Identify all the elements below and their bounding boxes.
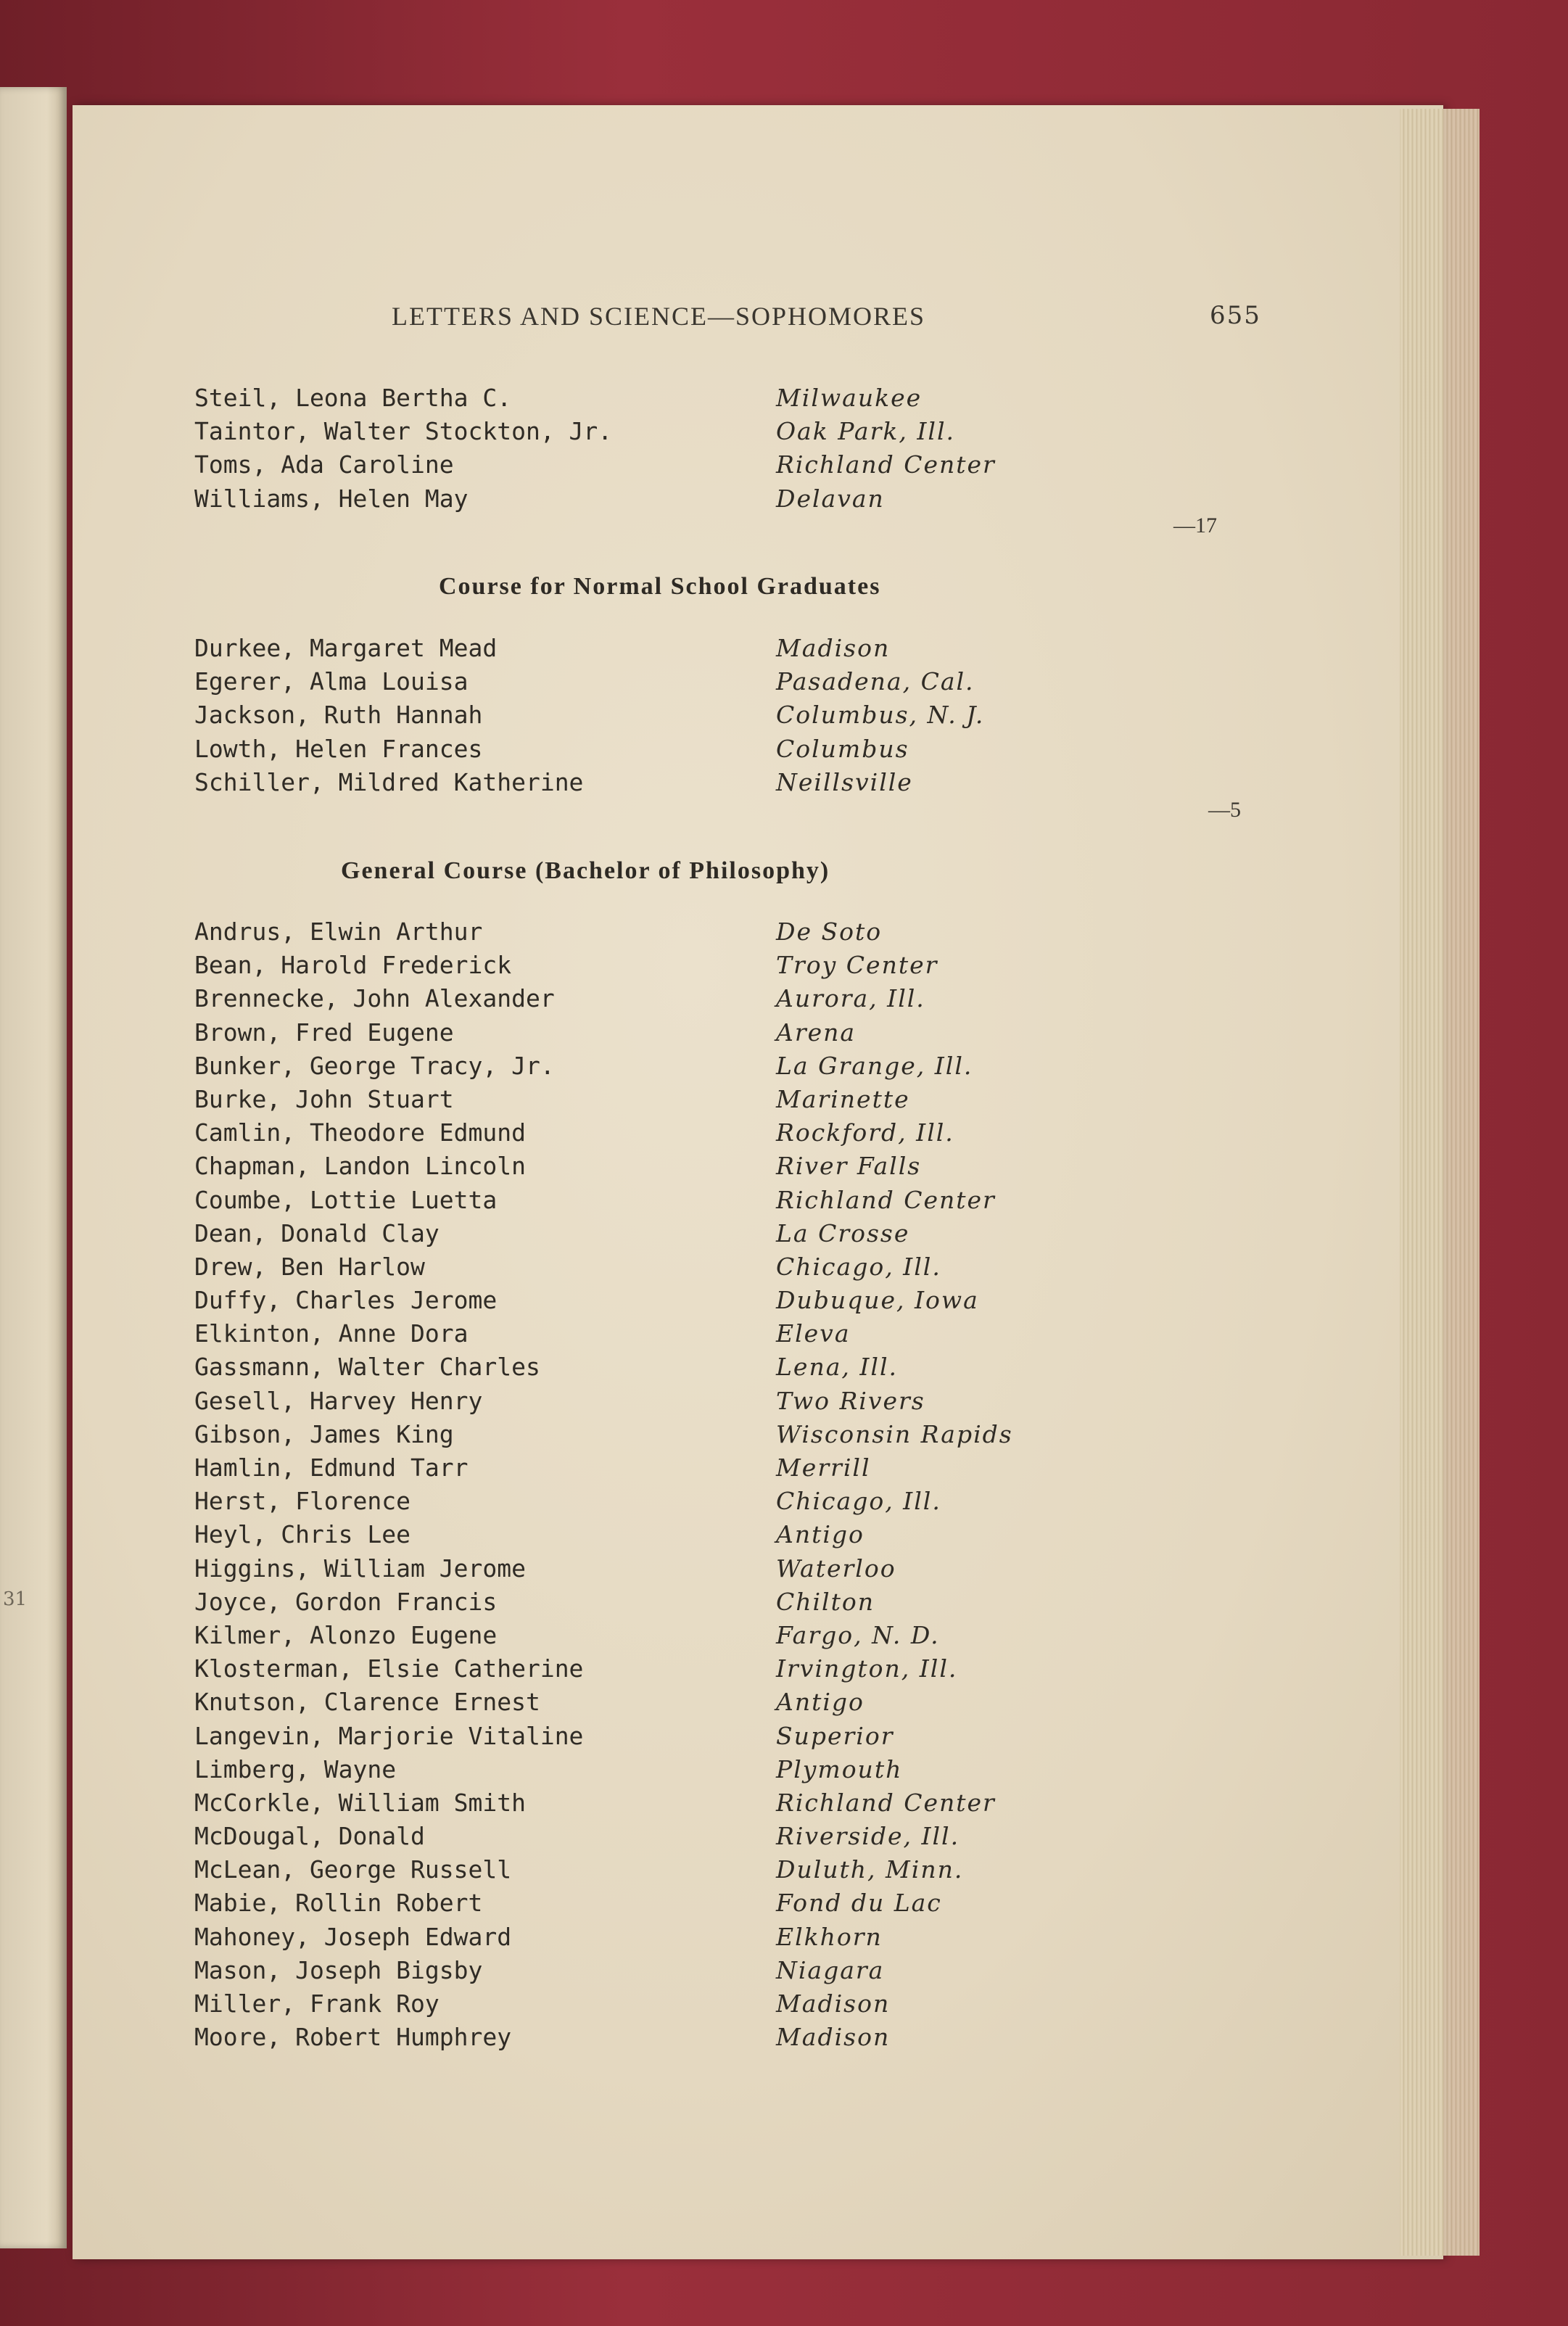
student-name: Bunker, George Tracy, Jr.: [194, 1051, 555, 1080]
student-name: Williams, Helen May: [194, 484, 469, 513]
student-name: Andrus, Elwin Arthur: [194, 917, 483, 946]
list-item: [194, 1485, 1065, 1518]
list-item: [194, 1954, 1065, 1987]
home-town: Two Rivers: [776, 1386, 925, 1415]
student-name: Klosterman, Elsie Catherine: [194, 1654, 584, 1683]
home-town: Chicago, Ill.: [776, 1487, 941, 1516]
home-town: Riverside, Ill.: [776, 1822, 960, 1851]
student-name: Langevin, Marjorie Vitaline: [194, 1721, 584, 1750]
student-name: Dean, Donald Clay: [194, 1218, 440, 1247]
home-town: Superior: [776, 1721, 894, 1750]
list-item: [194, 1418, 1065, 1451]
list-item: [194, 632, 1065, 665]
home-town: Fond du Lac: [776, 1889, 942, 1918]
list-item: [194, 1385, 1065, 1418]
student-name: Miller, Frank Roy: [194, 1989, 440, 2018]
student-name: Moore, Robert Humphrey: [194, 2023, 512, 2052]
list-item: [194, 482, 1065, 516]
student-name: Elkinton, Anne Dora: [194, 1319, 469, 1348]
student-name: Egerer, Alma Louisa: [194, 667, 469, 696]
list-item: [194, 1217, 1065, 1250]
list-item: [194, 1686, 1065, 1719]
home-town: Troy Center: [776, 951, 938, 980]
list-item: [194, 448, 1065, 482]
list-item: [194, 1250, 1065, 1284]
list-item: [194, 766, 1065, 799]
entry-list-general-course: [194, 915, 1065, 2054]
list-item: [194, 1317, 1065, 1350]
home-town: Arena: [776, 1018, 857, 1047]
home-town: Neillsville: [776, 767, 913, 796]
student-name: Kilmer, Alonzo Eugene: [194, 1620, 498, 1649]
list-item: [194, 1451, 1065, 1485]
home-town: Madison: [776, 2023, 891, 2052]
student-name: Duffy, Charles Jerome: [194, 1286, 498, 1315]
home-town: Wisconsin Rapids: [776, 1419, 1013, 1448]
list-item: [194, 1150, 1065, 1183]
list-item: [194, 1116, 1065, 1150]
home-town: Chilton: [776, 1587, 875, 1616]
student-name: Toms, Ada Caroline: [194, 450, 454, 479]
home-town: Richland Center: [776, 1788, 996, 1817]
student-name: Mason, Joseph Bigsby: [194, 1955, 483, 1984]
list-item: [194, 1786, 1065, 1820]
home-town: Merrill: [776, 1453, 871, 1482]
student-name: Drew, Ben Harlow: [194, 1252, 425, 1281]
home-town: Chicago, Ill.: [776, 1252, 941, 1281]
home-town: Pasadena, Cal.: [776, 667, 975, 696]
home-town: Madison: [776, 1989, 891, 2018]
home-town: Irvington, Ill.: [776, 1654, 958, 1683]
list-item: [194, 733, 1065, 766]
facing-page-edge: [0, 87, 67, 2248]
home-town: Delavan: [776, 484, 885, 513]
home-town: La Grange, Ill.: [776, 1051, 973, 1080]
list-item: [194, 915, 1065, 949]
list-item: [194, 2021, 1065, 2054]
student-name: Brown, Fred Eugene: [194, 1018, 454, 1047]
list-item: [194, 665, 1065, 698]
list-item: [194, 1083, 1065, 1116]
student-name: Camlin, Theodore Edmund: [194, 1118, 526, 1147]
student-name: Gesell, Harvey Henry: [194, 1386, 483, 1415]
home-town: Aurora, Ill.: [776, 984, 925, 1013]
home-town: Madison: [776, 634, 891, 662]
student-name: Limberg, Wayne: [194, 1754, 397, 1783]
list-item: [194, 1886, 1065, 1920]
home-town: Richland Center: [776, 1185, 996, 1214]
student-name: Schiller, Mildred Katherine: [194, 767, 584, 796]
list-item: [194, 1921, 1065, 1954]
list-item: [194, 1820, 1065, 1853]
list-item: [194, 1619, 1065, 1652]
student-name: Taintor, Walter Stockton, Jr.: [194, 417, 613, 446]
list-item: [194, 1853, 1065, 1886]
list-item: [194, 1350, 1065, 1384]
list-item: [194, 1585, 1065, 1619]
home-town: Eleva: [776, 1319, 851, 1348]
student-name: Higgins, William Jerome: [194, 1554, 526, 1583]
student-name: Bean, Harold Frederick: [194, 951, 512, 980]
student-name: McLean, George Russell: [194, 1855, 512, 1884]
home-town: Fargo, N. D.: [776, 1620, 940, 1649]
home-town: Niagara: [776, 1955, 885, 1984]
home-town: Duluth, Minn.: [776, 1855, 964, 1884]
student-name: Gibson, James King: [194, 1419, 454, 1448]
student-name: Knutson, Clarence Ernest: [194, 1688, 540, 1717]
home-town: Milwaukee: [776, 384, 923, 412]
home-town: Marinette: [776, 1084, 910, 1113]
section-heading: General Course (Bachelor of Philosophy): [341, 857, 830, 884]
list-item: [194, 1284, 1065, 1317]
list-item: [194, 1652, 1065, 1686]
home-town: River Falls: [776, 1152, 922, 1181]
student-name: Steil, Leona Bertha C.: [194, 384, 512, 412]
home-town: Lena, Ill.: [776, 1353, 898, 1382]
student-name: McDougal, Donald: [194, 1822, 425, 1851]
list-item: [194, 1753, 1065, 1786]
home-town: Columbus: [776, 734, 909, 763]
list-item: [194, 415, 1065, 448]
page-block-edge: [1400, 109, 1480, 2256]
section-heading: Course for Normal School Graduates: [439, 573, 881, 600]
home-town: Rockford, Ill.: [776, 1118, 954, 1147]
student-name: Heyl, Chris Lee: [194, 1520, 411, 1549]
running-head: LETTERS AND SCIENCE—SOPHOMORES: [392, 302, 926, 331]
section-tally: —17: [1173, 514, 1217, 537]
section-tally: —5: [1208, 798, 1241, 822]
home-town: Antigo: [776, 1688, 865, 1717]
student-name: Jackson, Ruth Hannah: [194, 701, 483, 730]
entry-list-sophomores: [194, 382, 1065, 516]
student-name: Coumbe, Lottie Luetta: [194, 1185, 498, 1214]
list-item: [194, 382, 1065, 415]
home-town: Antigo: [776, 1520, 865, 1549]
home-town: La Crosse: [776, 1218, 910, 1247]
entry-list-normal-school: [194, 632, 1065, 799]
home-town: Plymouth: [776, 1754, 903, 1783]
home-town: Elkhorn: [776, 1922, 883, 1951]
list-item: [194, 949, 1065, 982]
list-item: [194, 1518, 1065, 1551]
home-town: Columbus, N. J.: [776, 701, 985, 730]
home-town: Richland Center: [776, 450, 996, 479]
list-item: [194, 1552, 1065, 1585]
list-item: [194, 1049, 1065, 1083]
home-town: Oak Park, Ill.: [776, 417, 955, 446]
student-name: Mabie, Rollin Robert: [194, 1889, 483, 1918]
list-item: [194, 1184, 1065, 1217]
student-name: Hamlin, Edmund Tarr: [194, 1453, 469, 1482]
list-item: [194, 1720, 1065, 1753]
student-name: Durkee, Margaret Mead: [194, 634, 498, 662]
student-name: Chapman, Landon Lincoln: [194, 1152, 526, 1181]
student-name: Brennecke, John Alexander: [194, 984, 555, 1013]
home-town: Dubuque, Iowa: [776, 1286, 979, 1315]
facing-page-mark: 31: [3, 1588, 28, 1610]
home-town: Waterloo: [776, 1554, 896, 1583]
list-item: [194, 1016, 1065, 1049]
student-name: McCorkle, William Smith: [194, 1788, 526, 1817]
list-item: [194, 698, 1065, 732]
student-name: Lowth, Helen Frances: [194, 734, 483, 763]
list-item: [194, 982, 1065, 1015]
student-name: Gassmann, Walter Charles: [194, 1353, 540, 1382]
student-name: Herst, Florence: [194, 1487, 411, 1516]
home-town: De Soto: [776, 917, 883, 946]
page-number: 655: [1210, 301, 1261, 330]
student-name: Burke, John Stuart: [194, 1084, 454, 1113]
list-item: [194, 1987, 1065, 2021]
student-name: Joyce, Gordon Francis: [194, 1587, 498, 1616]
student-name: Mahoney, Joseph Edward: [194, 1922, 512, 1951]
